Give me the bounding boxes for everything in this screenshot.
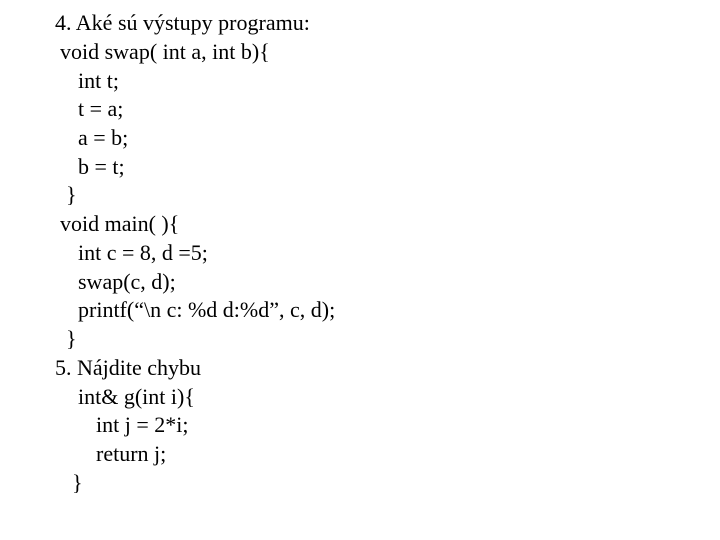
- code-line-a-equals-b: a = b;: [78, 125, 129, 150]
- code-line-int-t: int t;: [78, 68, 119, 93]
- code-line-swap-signature: void swap( int a, int b){: [60, 39, 270, 64]
- code-line-t-equals-a: t = a;: [78, 96, 124, 121]
- code-line-swap-call: swap(c, d);: [78, 269, 176, 294]
- code-line-main-close-brace: }: [66, 326, 77, 351]
- code-line-return-j: return j;: [96, 441, 167, 466]
- code-line-printf: printf(“\n c: %d d:%d”, c, d);: [78, 297, 336, 322]
- code-line-int-j: int j = 2*i;: [96, 412, 189, 437]
- code-line-main-signature: void main( ){: [60, 211, 180, 236]
- question-5-heading: 5. Nájdite chybu: [55, 355, 202, 380]
- code-line-b-equals-t: b = t;: [78, 154, 125, 179]
- code-line-g-close-brace: }: [72, 470, 83, 495]
- question-4-heading: 4. Aké sú výstupy programu:: [55, 10, 310, 35]
- code-line-swap-close-brace: }: [66, 182, 77, 207]
- code-line-g-signature: int& g(int i){: [78, 384, 195, 409]
- code-line-int-c-d: int c = 8, d =5;: [78, 240, 208, 265]
